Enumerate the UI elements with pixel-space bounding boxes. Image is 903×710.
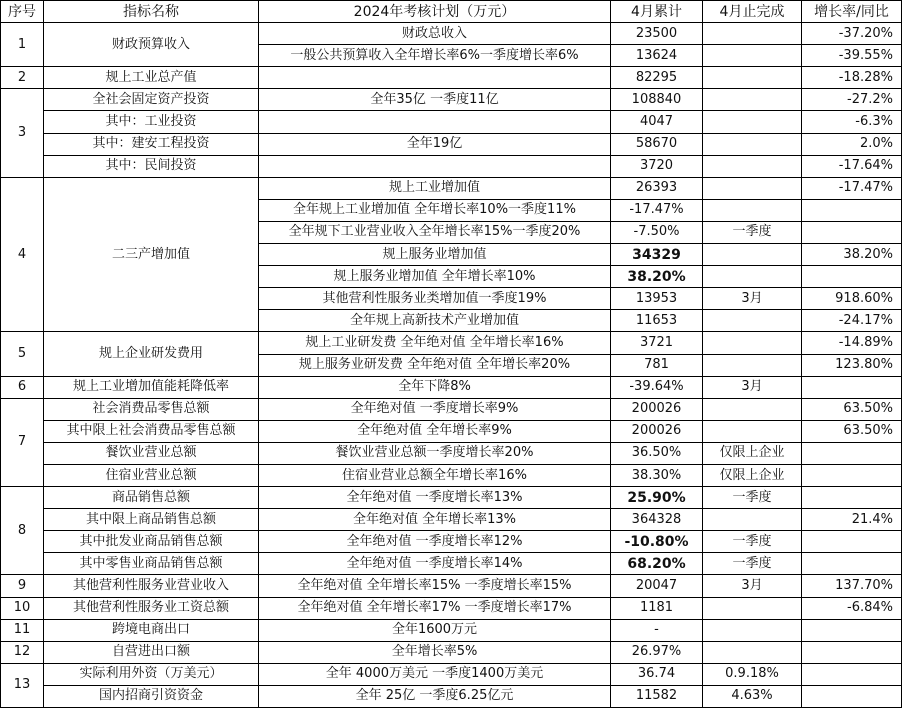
cell-april-cum[interactable]: 108840 [611, 89, 703, 111]
cell-plan[interactable]: 全年1600万元 [259, 619, 611, 641]
cell-growth[interactable]: -17.47% [802, 177, 902, 199]
cell-april-done[interactable] [703, 420, 802, 442]
cell-indicator[interactable]: 实际利用外资（万美元） [44, 663, 259, 685]
cell-growth[interactable]: 21.4% [802, 509, 902, 531]
cell-indicator[interactable]: 其中限上社会消费品零售总额 [44, 420, 259, 442]
cell-april-done[interactable]: 3月 [703, 575, 802, 597]
cell-april-done[interactable] [703, 332, 802, 354]
table-row [1, 155, 902, 177]
cell-april-cum[interactable]: 1181 [611, 597, 703, 619]
cell-april-done[interactable]: 一季度 [703, 531, 802, 553]
cell-indicator[interactable]: 其中限上商品销售总额 [44, 509, 259, 531]
cell-april-done[interactable]: 0.9.18% [703, 663, 802, 685]
cell-april-cum[interactable]: 364328 [611, 509, 703, 531]
table-row [1, 575, 902, 597]
cell-april-done[interactable] [703, 641, 802, 663]
cell-no[interactable]: 7 [1, 398, 44, 486]
cell-growth[interactable] [802, 487, 902, 509]
cell-growth[interactable] [802, 619, 902, 641]
table-row [1, 23, 902, 45]
cell-plan[interactable]: 全年绝对值 一季度增长率9% [259, 398, 611, 420]
cell-april-cum[interactable]: 200026 [611, 420, 703, 442]
cell-april-done[interactable] [703, 45, 802, 67]
cell-april-done[interactable]: 3月 [703, 376, 802, 398]
cell-april-cum[interactable]: 20047 [611, 575, 703, 597]
cell-april-cum[interactable]: 36.74 [611, 663, 703, 685]
cell-april-cum[interactable]: 38.30% [611, 464, 703, 486]
table-row [1, 420, 902, 442]
cell-april-cum[interactable]: 11582 [611, 685, 703, 707]
cell-plan[interactable]: 规上服务业增加值 全年增长率10% [259, 266, 611, 288]
cell-growth[interactable] [802, 199, 902, 221]
table-row [1, 442, 902, 464]
cell-april-done[interactable] [703, 133, 802, 155]
cell-growth[interactable] [802, 553, 902, 575]
table-row [1, 487, 902, 509]
cell-growth[interactable] [802, 531, 902, 553]
table-row [1, 663, 902, 685]
table-row [1, 177, 902, 199]
cell-april-done[interactable] [703, 23, 802, 45]
cell-april-done[interactable]: 一季度 [703, 487, 802, 509]
cell-plan[interactable]: 规上服务业增加值 [259, 244, 611, 266]
cell-no[interactable]: 13 [1, 663, 44, 707]
cell-no[interactable]: 12 [1, 641, 44, 663]
cell-april-cum[interactable]: -17.47% [611, 199, 703, 221]
table-row [1, 111, 902, 133]
cell-plan[interactable]: 全年 25亿 一季度6.25亿元 [259, 685, 611, 707]
cell-april-done[interactable] [703, 310, 802, 332]
cell-growth[interactable]: -17.64% [802, 155, 902, 177]
cell-indicator[interactable]: 住宿业营业总额 [44, 464, 259, 486]
header-plan[interactable]: 2024年考核计划（万元） [259, 1, 611, 23]
cell-plan[interactable]: 全年绝对值 全年增长率9% [259, 420, 611, 442]
cell-growth[interactable] [802, 663, 902, 685]
cell-indicator[interactable]: 其中：建安工程投资 [44, 133, 259, 155]
cell-plan[interactable]: 全年增长率5% [259, 641, 611, 663]
cell-plan[interactable]: 全年绝对值 全年增长率15% 一季度增长率15% [259, 575, 611, 597]
cell-indicator[interactable]: 全社会固定资产投资 [44, 89, 259, 111]
cell-no[interactable]: 6 [1, 376, 44, 398]
cell-plan[interactable]: 餐饮业营业总额一季度增长率20% [259, 442, 611, 464]
cell-april-done[interactable] [703, 244, 802, 266]
cell-growth[interactable]: 123.80% [802, 354, 902, 376]
cell-april-cum[interactable]: 36.50% [611, 442, 703, 464]
cell-growth[interactable]: -14.89% [802, 332, 902, 354]
cell-plan[interactable]: 规上工业增加值 [259, 177, 611, 199]
cell-plan[interactable]: 全年绝对值 一季度增长率14% [259, 553, 611, 575]
table-row [1, 509, 902, 531]
cell-growth[interactable]: 918.60% [802, 288, 902, 310]
cell-growth[interactable] [802, 442, 902, 464]
cell-plan[interactable]: 全年19亿 [259, 133, 611, 155]
cell-april-cum[interactable]: 25.90% [611, 487, 703, 509]
cell-april-cum[interactable]: 781 [611, 354, 703, 376]
cell-growth[interactable]: -27.2% [802, 89, 902, 111]
cell-growth[interactable]: -39.55% [802, 45, 902, 67]
cell-growth[interactable] [802, 266, 902, 288]
cell-april-cum[interactable]: 13624 [611, 45, 703, 67]
cell-growth[interactable] [802, 641, 902, 663]
cell-indicator[interactable]: 规上企业研发费用 [44, 332, 259, 376]
cell-indicator[interactable]: 其中批发业商品销售总额 [44, 531, 259, 553]
cell-plan[interactable]: 规上工业研发费 全年绝对值 全年增长率16% [259, 332, 611, 354]
cell-growth[interactable]: -18.28% [802, 67, 902, 89]
header-april-cum[interactable]: 4月累计 [611, 1, 703, 23]
cell-april-done[interactable] [703, 155, 802, 177]
cell-plan[interactable]: 全年规上高新技术产业增加值 [259, 310, 611, 332]
cell-april-cum[interactable]: 200026 [611, 398, 703, 420]
cell-april-cum[interactable]: -39.64% [611, 376, 703, 398]
cell-indicator[interactable]: 自营进出口额 [44, 641, 259, 663]
table-row [1, 332, 902, 354]
cell-plan[interactable]: 全年绝对值 全年增长率17% 一季度增长率17% [259, 597, 611, 619]
cell-indicator[interactable]: 其中：工业投资 [44, 111, 259, 133]
cell-april-done[interactable]: 仅限上企业 [703, 442, 802, 464]
cell-no[interactable]: 2 [1, 67, 44, 89]
cell-indicator[interactable]: 规上工业增加值能耗降低率 [44, 376, 259, 398]
cell-april-done[interactable]: 一季度 [703, 221, 802, 243]
cell-april-done[interactable]: 一季度 [703, 553, 802, 575]
table-row [1, 398, 902, 420]
cell-april-done[interactable]: 仅限上企业 [703, 464, 802, 486]
cell-april-cum[interactable]: 4047 [611, 111, 703, 133]
cell-april-done[interactable] [703, 177, 802, 199]
header-april-done[interactable]: 4月止完成 [703, 1, 802, 23]
header-no[interactable]: 序号 [1, 1, 44, 23]
table-row [1, 619, 902, 641]
table-row [1, 597, 902, 619]
cell-indicator[interactable]: 餐饮业营业总额 [44, 442, 259, 464]
cell-indicator[interactable]: 社会消费品零售总额 [44, 398, 259, 420]
cell-growth[interactable]: 63.50% [802, 398, 902, 420]
cell-no[interactable]: 10 [1, 597, 44, 619]
cell-growth[interactable]: -6.84% [802, 597, 902, 619]
cell-april-cum[interactable]: 82295 [611, 67, 703, 89]
table-row [1, 531, 902, 553]
cell-growth[interactable] [802, 376, 902, 398]
cell-april-done[interactable]: 3月 [703, 288, 802, 310]
cell-indicator[interactable]: 财政预算收入 [44, 23, 259, 67]
cell-indicator[interactable]: 国内招商引资资金 [44, 685, 259, 707]
cell-april-cum[interactable]: -7.50% [611, 221, 703, 243]
cell-indicator[interactable]: 商品销售总额 [44, 487, 259, 509]
cell-plan[interactable]: 一般公共预算收入全年增长率6%一季度增长率6% [259, 45, 611, 67]
cell-no[interactable]: 9 [1, 575, 44, 597]
cell-plan[interactable] [259, 111, 611, 133]
cell-april-cum[interactable]: - [611, 619, 703, 641]
cell-growth[interactable]: -37.20% [802, 23, 902, 45]
cell-growth[interactable]: 63.50% [802, 420, 902, 442]
cell-growth[interactable]: 2.0% [802, 133, 902, 155]
cell-growth[interactable]: -6.3% [802, 111, 902, 133]
table-row [1, 89, 902, 111]
cell-indicator[interactable]: 规上工业总产值 [44, 67, 259, 89]
cell-no[interactable]: 1 [1, 23, 44, 67]
cell-indicator[interactable]: 二三产增加值 [44, 177, 259, 332]
cell-growth[interactable] [802, 685, 902, 707]
cell-april-done[interactable] [703, 597, 802, 619]
cell-plan[interactable]: 全年规上工业增加值 全年增长率10%一季度11% [259, 199, 611, 221]
cell-april-cum[interactable]: 34329 [611, 244, 703, 266]
header-row [1, 1, 902, 23]
cell-april-done[interactable] [703, 67, 802, 89]
cell-plan[interactable]: 全年绝对值 一季度增长率13% [259, 487, 611, 509]
cell-april-cum[interactable]: -10.80% [611, 531, 703, 553]
table-row [1, 641, 902, 663]
cell-april-cum[interactable]: 68.20% [611, 553, 703, 575]
cell-indicator[interactable]: 其他营利性服务业营业收入 [44, 575, 259, 597]
cell-no[interactable]: 3 [1, 89, 44, 177]
cell-indicator[interactable]: 其中：民间投资 [44, 155, 259, 177]
cell-growth[interactable]: 38.20% [802, 244, 902, 266]
cell-plan[interactable]: 全年35亿 一季度11亿 [259, 89, 611, 111]
cell-april-cum[interactable]: 3720 [611, 155, 703, 177]
cell-april-done[interactable] [703, 354, 802, 376]
cell-april-done[interactable] [703, 619, 802, 641]
cell-indicator[interactable]: 其中零售业商品销售总额 [44, 553, 259, 575]
cell-plan[interactable] [259, 67, 611, 89]
cell-indicator[interactable]: 跨境电商出口 [44, 619, 259, 641]
cell-april-done[interactable] [703, 111, 802, 133]
cell-growth[interactable] [802, 464, 902, 486]
cell-no[interactable]: 4 [1, 177, 44, 332]
header-growth[interactable]: 增长率/同比 [802, 1, 902, 23]
cell-plan[interactable]: 全年规下工业营业收入全年增长率15%一季度20% [259, 221, 611, 243]
cell-indicator[interactable]: 其他营利性服务业工资总额 [44, 597, 259, 619]
cell-plan[interactable]: 全年下降8% [259, 376, 611, 398]
cell-april-cum[interactable]: 26393 [611, 177, 703, 199]
table-row [1, 133, 902, 155]
cell-april-cum[interactable]: 11653 [611, 310, 703, 332]
cell-no[interactable]: 8 [1, 487, 44, 575]
table-row [1, 464, 902, 486]
table-row [1, 67, 902, 89]
table-row [1, 553, 902, 575]
cell-april-done[interactable] [703, 266, 802, 288]
cell-plan[interactable]: 全年绝对值 一季度增长率12% [259, 531, 611, 553]
table-row [1, 685, 902, 707]
cell-plan[interactable]: 规上服务业研发费 全年绝对值 全年增长率20% [259, 354, 611, 376]
cell-april-cum[interactable]: 26.97% [611, 641, 703, 663]
cell-growth[interactable] [802, 221, 902, 243]
cell-april-done[interactable] [703, 509, 802, 531]
cell-plan[interactable]: 其他营利性服务业类增加值一季度19% [259, 288, 611, 310]
cell-plan[interactable]: 财政总收入 [259, 23, 611, 45]
cell-growth[interactable]: 137.70% [802, 575, 902, 597]
cell-plan[interactable]: 全年 4000万美元 一季度1400万美元 [259, 663, 611, 685]
header-indicator[interactable]: 指标名称 [44, 1, 259, 23]
cell-april-done[interactable] [703, 199, 802, 221]
cell-plan[interactable]: 住宿业营业总额全年增长率16% [259, 464, 611, 486]
cell-no[interactable]: 5 [1, 332, 44, 376]
cell-april-cum[interactable]: 23500 [611, 23, 703, 45]
cell-april-done[interactable] [703, 89, 802, 111]
cell-april-done[interactable]: 4.63% [703, 685, 802, 707]
cell-plan[interactable]: 全年绝对值 全年增长率13% [259, 509, 611, 531]
cell-april-cum[interactable]: 13953 [611, 288, 703, 310]
table-row [1, 376, 902, 398]
cell-april-cum[interactable]: 58670 [611, 133, 703, 155]
cell-no[interactable]: 11 [1, 619, 44, 641]
cell-growth[interactable]: -24.17% [802, 310, 902, 332]
cell-april-done[interactable] [703, 398, 802, 420]
cell-april-cum[interactable]: 3721 [611, 332, 703, 354]
cell-plan[interactable] [259, 155, 611, 177]
cell-april-cum[interactable]: 38.20% [611, 266, 703, 288]
